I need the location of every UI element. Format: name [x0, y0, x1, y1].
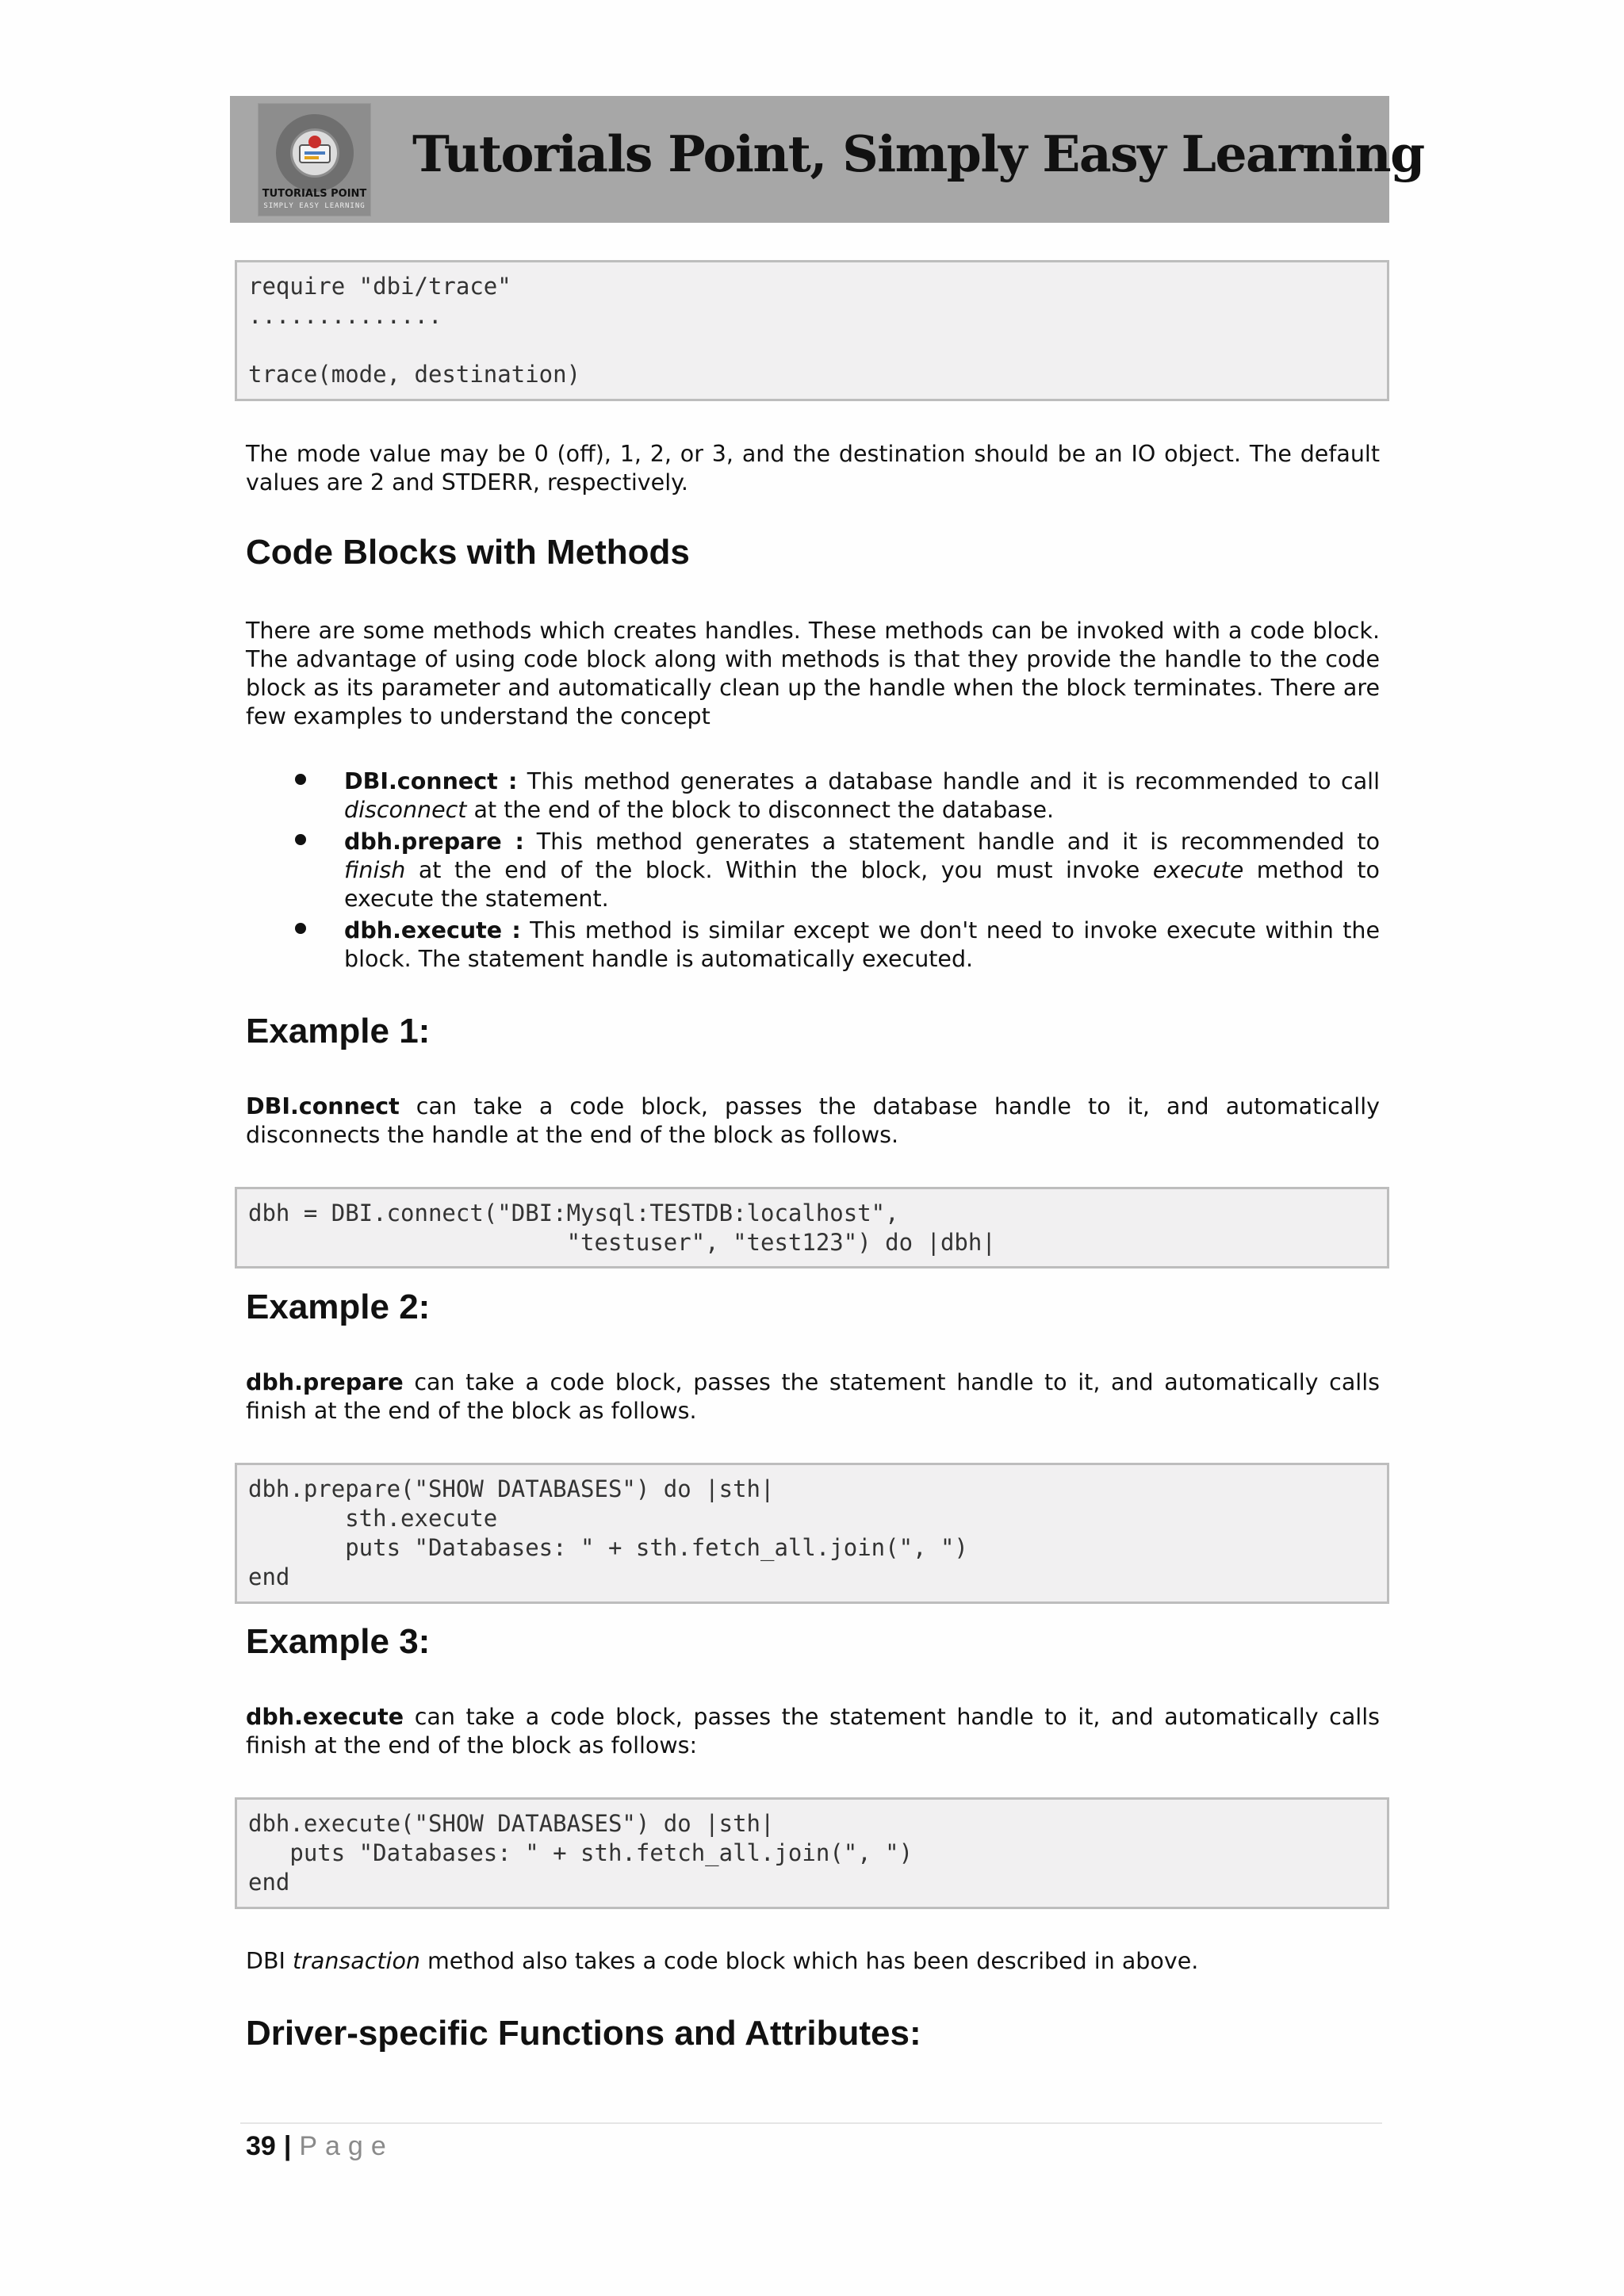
list-item: [246, 828, 1380, 913]
logo: [258, 103, 371, 216]
code-line: end: [248, 1563, 290, 1590]
code-line: sth.execute: [248, 1505, 498, 1532]
bullet-emphasis: finish: [344, 857, 406, 883]
bullet-text: method to execute the statement.: [344, 857, 1380, 912]
code-line: ..............: [248, 302, 442, 329]
example-3-description: [246, 1703, 1380, 1760]
bullet-text: at the end of the block to disconnect the database.: [466, 797, 1055, 823]
method-name: DBI.connect: [246, 1093, 400, 1119]
footer-separator: |: [283, 2131, 292, 2161]
page-footer: [246, 2131, 394, 2162]
bullet-text: at the end of the block. Within the block, you must invoke: [405, 857, 1153, 883]
header-title: Tutorials Point, Simply Easy Learning: [412, 124, 1424, 183]
list-item: [246, 767, 1380, 825]
bullet-icon: [295, 774, 306, 785]
bullet-text: This method is similar except we don't need to invoke execute within the block. The statement handle is automatically executed.: [344, 917, 1380, 972]
bullet-term: dbh.prepare :: [344, 828, 524, 855]
bullet-text: This method generates a database handle and it is recommended to call: [517, 768, 1380, 794]
bullet-emphasis: disconnect: [344, 797, 467, 823]
note-text: method also takes a code block which has been described in above.: [419, 1948, 1199, 1974]
code-line: puts "Databases: " + sth.fetch_all.join(", "): [248, 1534, 968, 1561]
bullet-icon: [295, 923, 306, 934]
code-line: trace(mode, destination): [248, 361, 581, 388]
heading-driver-specific: Driver-specific Functions and Attributes:: [246, 2014, 921, 2053]
page-header: [230, 96, 1424, 223]
code-block-example-3: [235, 1797, 1389, 1909]
list-item: [246, 916, 1380, 974]
heading-example-3: Example 3:: [246, 1622, 431, 1661]
transaction-note: [246, 1947, 1380, 1976]
page-number: 39: [246, 2131, 276, 2161]
code-block-example-1: [235, 1187, 1389, 1269]
code-line: puts "Databases: " + sth.fetch_all.join(", "): [248, 1839, 914, 1866]
bullet-text: This method generates a statement handle and it is recommended to: [523, 828, 1381, 855]
logo-name: TUTORIALS POINT: [262, 188, 367, 200]
description-text: can take a code block, passes the statement handle to it, and automatically calls finish at the end of the block as follows.: [246, 1369, 1380, 1424]
code-block-trace: [235, 260, 1389, 401]
code-line: require "dbi/trace": [248, 273, 511, 300]
note-emphasis: transaction: [292, 1948, 420, 1974]
bullet-emphasis: execute: [1152, 857, 1244, 883]
description-text: can take a code block, passes the database handle to it, and automatically disconnects the handle at the end of the block as follows.: [246, 1093, 1380, 1148]
method-name: dbh.execute: [246, 1704, 404, 1730]
code-line: end: [248, 1869, 290, 1896]
page-label: Page: [299, 2131, 394, 2161]
example-1-description: [246, 1093, 1380, 1150]
note-text: DBI: [246, 1948, 293, 1974]
code-blocks-intro: There are some methods which creates handles. These methods can be invoked with a code block. The advantage of using code block along with methods is that they provide the handle to the code block as its parameter and automatically clean up the handle when the block terminates. There are few examples to understand the concept: [246, 618, 1380, 729]
method-name: dbh.prepare: [246, 1369, 404, 1395]
description-text: can take a code block, passes the statement handle to it, and automatically calls finish at the end of the block as follows:: [246, 1704, 1380, 1758]
bullet-term: DBI.connect :: [344, 768, 518, 794]
code-line: dbh = DBI.connect("DBI:Mysql:TESTDB:localhost",: [248, 1200, 899, 1226]
code-line: dbh.prepare("SHOW DATABASES") do |sth|: [248, 1475, 775, 1502]
logo-icon: [259, 104, 372, 217]
heading-example-1: Example 1:: [246, 1012, 431, 1050]
example-2-description: [246, 1368, 1380, 1425]
heading-code-blocks: Code Blocks with Methods: [246, 533, 690, 572]
bullet-icon: [295, 834, 306, 845]
logo-tagline: SIMPLY EASY LEARNING: [263, 202, 366, 210]
method-list: [246, 767, 1380, 974]
code-line: dbh.execute("SHOW DATABASES") do |sth|: [248, 1810, 775, 1837]
mode-description: The mode value may be 0 (off), 1, 2, or 3, and the destination should be an IO object. The default values are 2 and STDERR, respectively.: [246, 441, 1380, 496]
code-line: "testuser", "test123") do |dbh|: [248, 1229, 996, 1256]
bullet-term: dbh.execute :: [344, 917, 521, 943]
heading-example-2: Example 2:: [246, 1288, 431, 1326]
code-block-example-2: [235, 1463, 1389, 1604]
footer-divider: [240, 2122, 1382, 2124]
